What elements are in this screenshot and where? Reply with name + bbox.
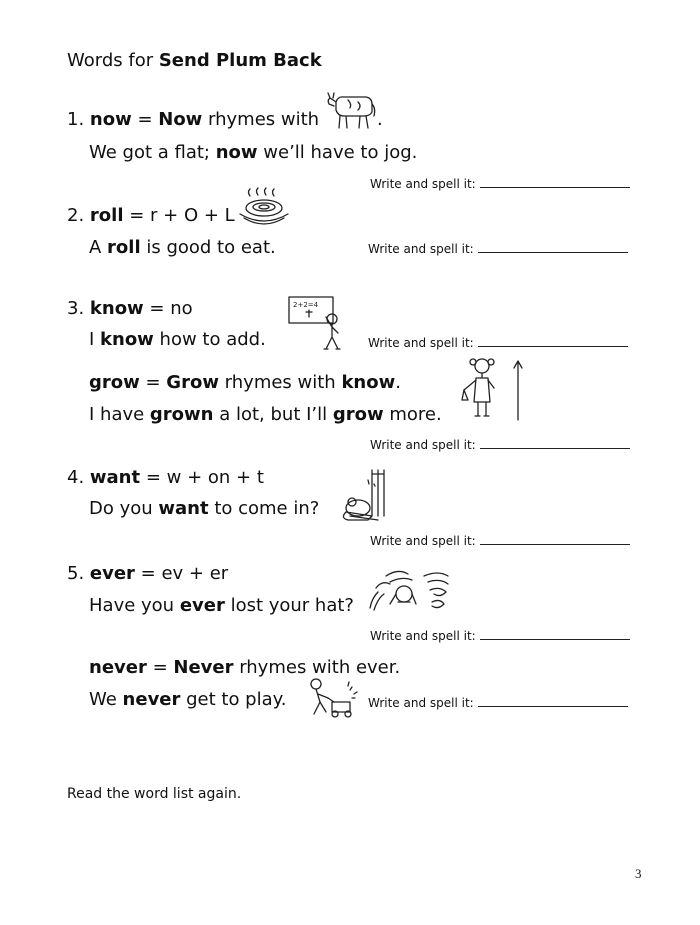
entry-grow-sentence: I have grown a lot, but I’ll grow more. bbox=[89, 404, 442, 425]
write-and-spell-7: Write and spell it: bbox=[368, 694, 628, 710]
mouse-at-door-icon bbox=[338, 468, 390, 524]
page-number: 3 bbox=[635, 866, 642, 881]
entry-4-sentence: Do you want to come in? bbox=[89, 498, 320, 519]
entry-never-sentence: We never get to play. bbox=[89, 689, 287, 710]
entry-3-sentence: I know how to add. bbox=[89, 329, 266, 350]
write-and-spell-4: Write and spell it: bbox=[370, 436, 630, 452]
answer-blank-2[interactable] bbox=[478, 240, 628, 253]
entry-4-heading: 4. want = w + on + t bbox=[67, 467, 264, 488]
cow-icon bbox=[326, 86, 376, 130]
entry-never-heading: never = Never rhymes with ever. bbox=[89, 657, 401, 678]
entry-2-heading: 2. roll = r + O + L bbox=[67, 205, 235, 226]
roll-on-plate-icon bbox=[236, 186, 292, 230]
entry-3-heading: 3. know = no bbox=[67, 298, 193, 319]
answer-blank-4[interactable] bbox=[480, 436, 630, 449]
hat-blowing-in-wind-icon bbox=[368, 568, 450, 614]
up-arrow-icon bbox=[510, 358, 526, 422]
write-and-spell-5: Write and spell it: bbox=[370, 532, 630, 548]
write-and-spell-3: Write and spell it: bbox=[368, 334, 628, 350]
answer-blank-6[interactable] bbox=[480, 627, 630, 640]
entry-2-sentence: A roll is good to eat. bbox=[89, 237, 276, 258]
person-mowing-icon bbox=[304, 676, 358, 720]
entry-1-heading-period: . bbox=[377, 109, 383, 130]
boy-at-chalkboard-icon bbox=[288, 295, 350, 353]
entry-5-sentence: Have you ever lost your hat? bbox=[89, 595, 354, 616]
answer-blank-5[interactable] bbox=[480, 532, 630, 545]
entry-grow-heading: grow = Grow rhymes with know. bbox=[89, 372, 401, 393]
write-and-spell-2: Write and spell it: bbox=[368, 240, 628, 256]
footer-instruction: Read the word list again. bbox=[67, 786, 242, 802]
chalkboard-text: 2+2=4 bbox=[293, 301, 319, 309]
answer-blank-1[interactable] bbox=[480, 175, 630, 188]
answer-blank-7[interactable] bbox=[478, 694, 628, 707]
answer-blank-3[interactable] bbox=[478, 334, 628, 347]
worksheet-title: Words for Send Plum Back bbox=[67, 50, 322, 71]
write-and-spell-1: Write and spell it: bbox=[370, 175, 630, 191]
write-and-spell-6: Write and spell it: bbox=[370, 627, 630, 643]
entry-1-heading: 1. now = Now rhymes with bbox=[67, 109, 320, 130]
entry-5-heading: 5. ever = ev + er bbox=[67, 563, 229, 584]
entry-1-sentence: We got a flat; now we’ll have to jog. bbox=[89, 142, 418, 163]
